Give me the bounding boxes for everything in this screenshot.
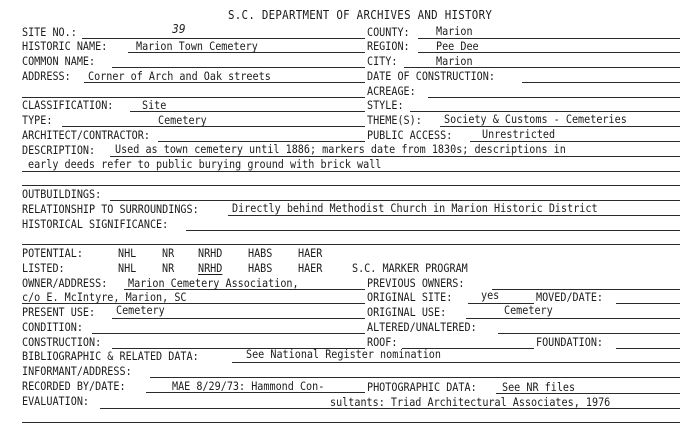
description-rule-3 xyxy=(22,185,680,186)
recorded-line xyxy=(146,392,365,393)
recorded-label: RECORDED BY/DATE: xyxy=(22,379,126,393)
date-construction-label: DATE OF CONSTRUCTION: xyxy=(367,69,495,83)
description-line-2: early deeds refer to public burying ground with brick wall xyxy=(28,157,382,171)
form-header: S.C. DEPARTMENT OF ARCHIVES AND HISTORY xyxy=(228,8,493,22)
potential-nr: NR xyxy=(162,246,175,260)
owner-label: OWNER/ADDRESS: xyxy=(22,276,108,290)
description-line-1: Used as town cemetery until 1886; markers date from 1830s; descriptions in xyxy=(115,142,566,156)
evaluation-label: EVALUATION: xyxy=(22,394,90,408)
owner-value-1: Marion Cemetery Association, xyxy=(128,276,299,290)
region-line xyxy=(418,52,680,53)
potential-haer: HAER xyxy=(298,246,323,260)
relationship-label: RELATIONSHIP TO SURROUNDINGS: xyxy=(22,202,199,216)
significance-rule-2 xyxy=(22,244,680,245)
classification-value: Site xyxy=(142,98,167,112)
county-value: Marion xyxy=(436,24,473,38)
listed-haer: HAER xyxy=(298,261,323,275)
previous-owners-label: PREVIOUS OWNERS: xyxy=(367,276,465,290)
photographic-label: PHOTOGRAPHIC DATA: xyxy=(367,380,477,394)
listed-label: LISTED: xyxy=(22,261,65,275)
foundation-line xyxy=(616,348,680,349)
site-no-value: 39 xyxy=(172,22,186,36)
original-use-line xyxy=(466,318,680,319)
style-label: STYLE: xyxy=(367,98,404,112)
recorded-value: MAE 8/29/73: Hammond Con- xyxy=(172,379,325,393)
listed-nrhd-selected: NRHD xyxy=(198,261,223,275)
type-line xyxy=(62,126,365,127)
public-access-label: PUBLIC ACCESS: xyxy=(367,128,453,142)
listed-nhl: NHL xyxy=(118,261,137,275)
acreage-line xyxy=(428,97,680,98)
marker-program: S.C. MARKER PROGRAM xyxy=(352,261,468,275)
address-line xyxy=(84,82,365,83)
moved-date-line xyxy=(616,303,680,304)
date-construction-line xyxy=(522,82,680,83)
original-use-label: ORIGINAL USE: xyxy=(367,305,447,319)
present-use-label: PRESENT USE: xyxy=(22,305,96,319)
original-site-value: yes xyxy=(481,288,500,302)
architect-label: ARCHITECT/CONTRACTOR: xyxy=(22,128,150,142)
classification-label: CLASSIFICATION: xyxy=(22,98,114,112)
evaluation-rule-2 xyxy=(22,422,680,423)
type-value: Cemetery xyxy=(158,113,207,127)
classification-line xyxy=(130,111,365,112)
significance-label: HISTORICAL SIGNIFICANCE: xyxy=(22,217,169,231)
roof-label: ROOF: xyxy=(367,335,398,349)
region-label: REGION: xyxy=(367,39,410,53)
county-label: COUNTY: xyxy=(367,25,410,39)
relationship-line xyxy=(228,215,680,216)
informant-line xyxy=(150,377,680,378)
address-value: Corner of Arch and Oak streets xyxy=(88,69,271,83)
evaluation-line xyxy=(100,408,680,409)
listed-nr: NR xyxy=(162,261,175,275)
present-use-line xyxy=(112,318,365,319)
bibliographic-line xyxy=(232,362,680,363)
bibliographic-label: BIBLIOGRAPHIC & RELATED DATA: xyxy=(22,349,199,363)
potential-label: POTENTIAL: xyxy=(22,246,83,260)
condition-label: CONDITION: xyxy=(22,320,83,334)
common-name-line xyxy=(112,67,365,68)
original-use-value: Cemetery xyxy=(504,303,553,317)
address-label: ADDRESS: xyxy=(22,69,71,83)
type-label: TYPE: xyxy=(22,113,53,127)
moved-date-label: MOVED/DATE: xyxy=(536,290,604,304)
historic-name-label: HISTORIC NAME: xyxy=(22,39,108,53)
potential-nhl: NHL xyxy=(118,246,137,260)
common-name-label: COMMON NAME: xyxy=(22,54,96,68)
original-site-label: ORIGINAL SITE: xyxy=(367,290,453,304)
description-label: DESCRIPTION: xyxy=(22,143,96,157)
photographic-value: See NR files xyxy=(502,380,576,394)
potential-habs: HABS xyxy=(248,246,273,260)
altered-line xyxy=(498,333,680,334)
city-value: Marion xyxy=(436,54,473,68)
significance-line xyxy=(186,230,680,231)
themes-label: THEME(S): xyxy=(367,113,422,127)
present-use-value: Cemetery xyxy=(116,303,165,317)
themes-value: Society & Customs - Cemeteries xyxy=(444,112,627,126)
construction-label: CONSTRUCTION: xyxy=(22,335,102,349)
condition-line xyxy=(92,333,365,334)
bibliographic-value: See National Register nomination xyxy=(246,347,441,361)
listed-habs: HABS xyxy=(248,261,273,275)
recorded-continuation: sultants: Triad Architectural Associates, 1976 xyxy=(330,395,611,409)
city-label: CITY: xyxy=(367,54,398,68)
themes-line xyxy=(440,126,680,127)
acreage-label: ACREAGE: xyxy=(367,84,416,98)
owner-line-2 xyxy=(22,303,365,304)
owner-value-2: c/o E. McIntyre, Marion, SC xyxy=(22,290,187,304)
description-rule-2 xyxy=(22,171,680,172)
foundation-label: FOUNDATION: xyxy=(536,335,604,349)
city-line xyxy=(404,67,680,68)
photographic-line xyxy=(496,393,680,394)
relationship-value: Directly behind Methodist Church in Marion Historic District xyxy=(232,201,598,215)
site-no-label: SITE NO.: xyxy=(22,25,77,39)
historic-name-value: Marion Town Cemetery xyxy=(136,39,258,53)
altered-label: ALTERED/UNALTERED: xyxy=(367,320,477,334)
historic-name-line xyxy=(128,52,365,53)
region-value: Pee Dee xyxy=(436,39,479,53)
potential-nrhd: NRHD xyxy=(198,246,223,260)
informant-label: INFORMANT/ADDRESS: xyxy=(22,364,132,378)
outbuildings-label: OUTBUILDINGS: xyxy=(22,187,102,201)
public-access-value: Unrestricted xyxy=(482,127,556,141)
